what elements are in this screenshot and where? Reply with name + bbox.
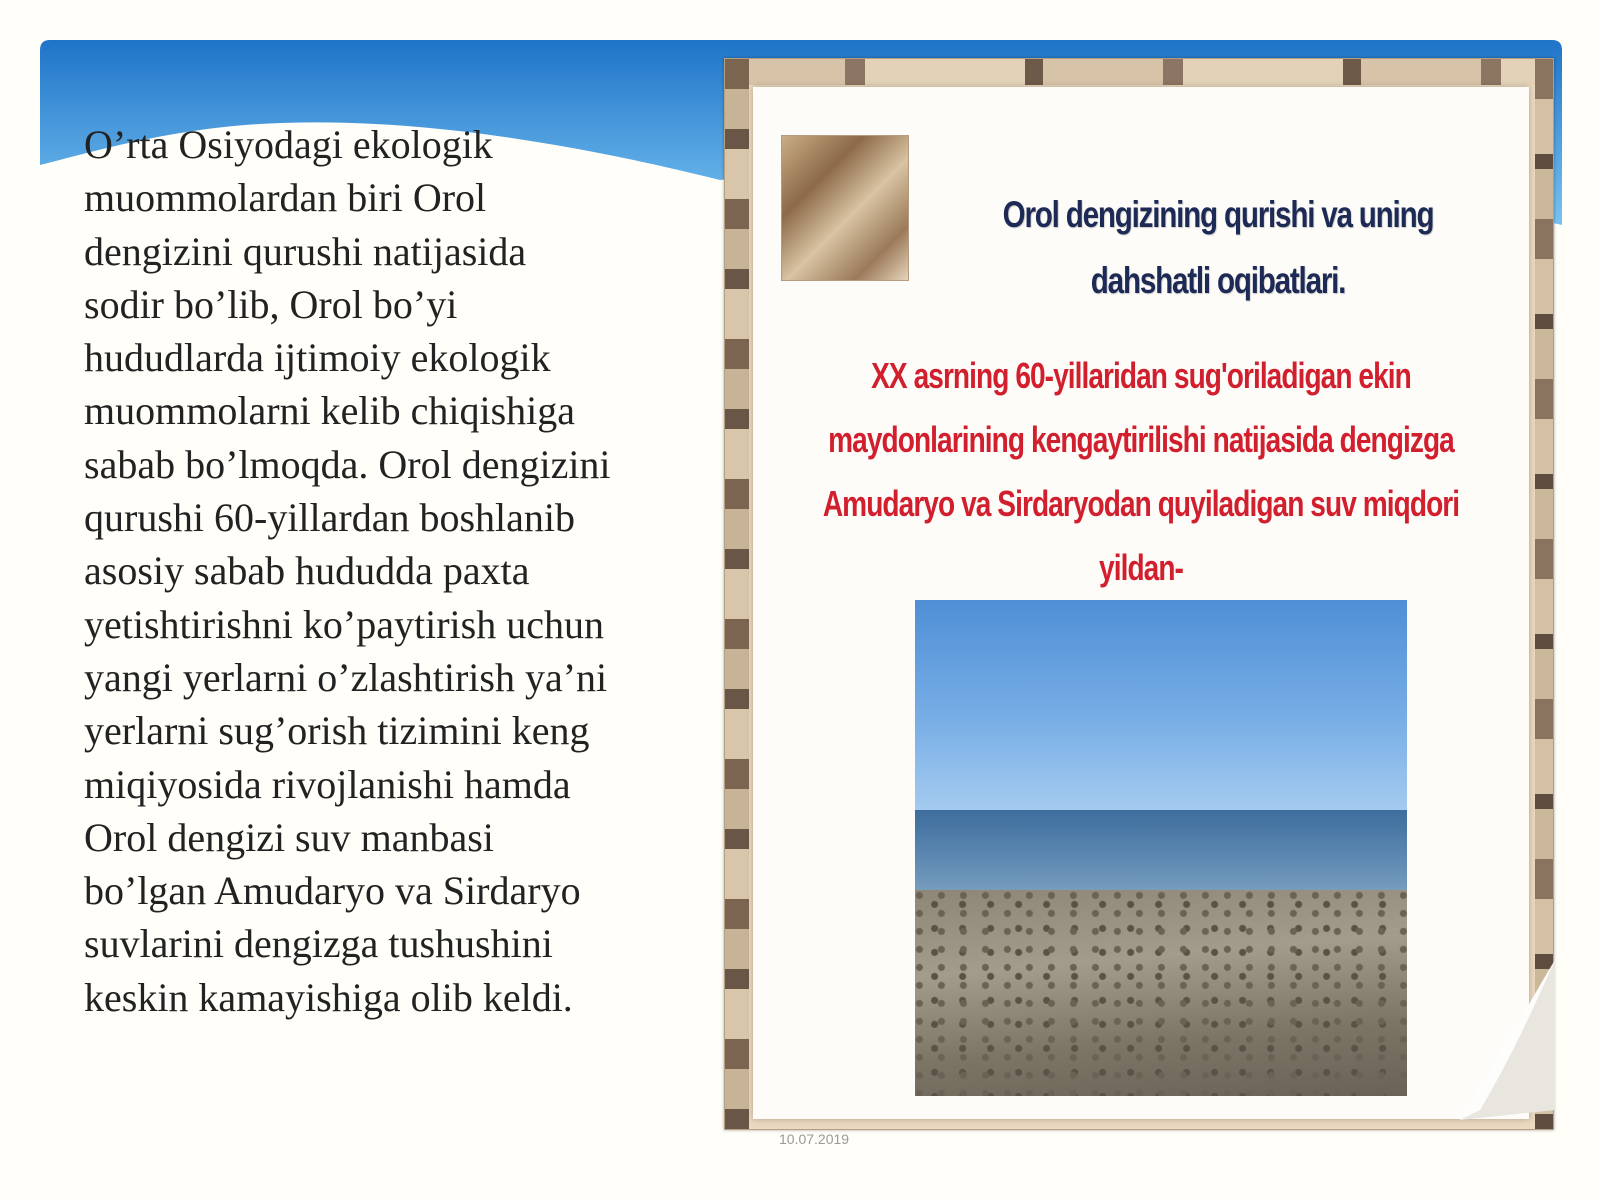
poster-image	[724, 58, 1554, 1147]
poster-title: Orol dengizining qurishi va uning dahshatli oqibatlari.	[1002, 194, 1434, 301]
photo-sky	[915, 600, 1407, 818]
poster-date: 10.07.2019	[779, 1131, 850, 1147]
photo-shore	[915, 890, 1407, 1096]
poster-body: XX asrning 60-yillaridan sug'oriladigan ekin maydonlarining kengaytirilishi natijasida dengizga Amudaryo va Sirdaryodan quyiladigan suv miqdori yildan-	[822, 355, 1460, 588]
poster-frame-left	[725, 59, 749, 1129]
slide-body-text: O’rta Osiyodagi ekologik muommolardan biri Orol dengizini qurushi natijasida sodir bo’lib, Orol bo’yi hududlarda ijtimoiy ekologik muommolarni kelib chiqishiga sabab bo’lmoqda. Orol dengizini qurushi 60-yillardan boshlanib asosiy sabab hududda paxta yetishtirishni ko’paytirish uchun yangi yerlarni o’zlashtirish ya’ni yerlarni sug’orish tizimini keng miqiyosida rivojlanishi hamda Orol dengizi suv manbasi bo’lgan Amudaryo va Sirdaryo suvlarini dengizga tushushini keskin kamayishiga olib keldi.	[84, 122, 611, 1020]
page-curl-decoration	[1460, 960, 1560, 1120]
map-thumbnail	[781, 135, 909, 281]
poster-frame-top	[725, 59, 1553, 85]
aral-sea-photo	[915, 600, 1407, 1096]
poster-paper	[753, 87, 1529, 1119]
